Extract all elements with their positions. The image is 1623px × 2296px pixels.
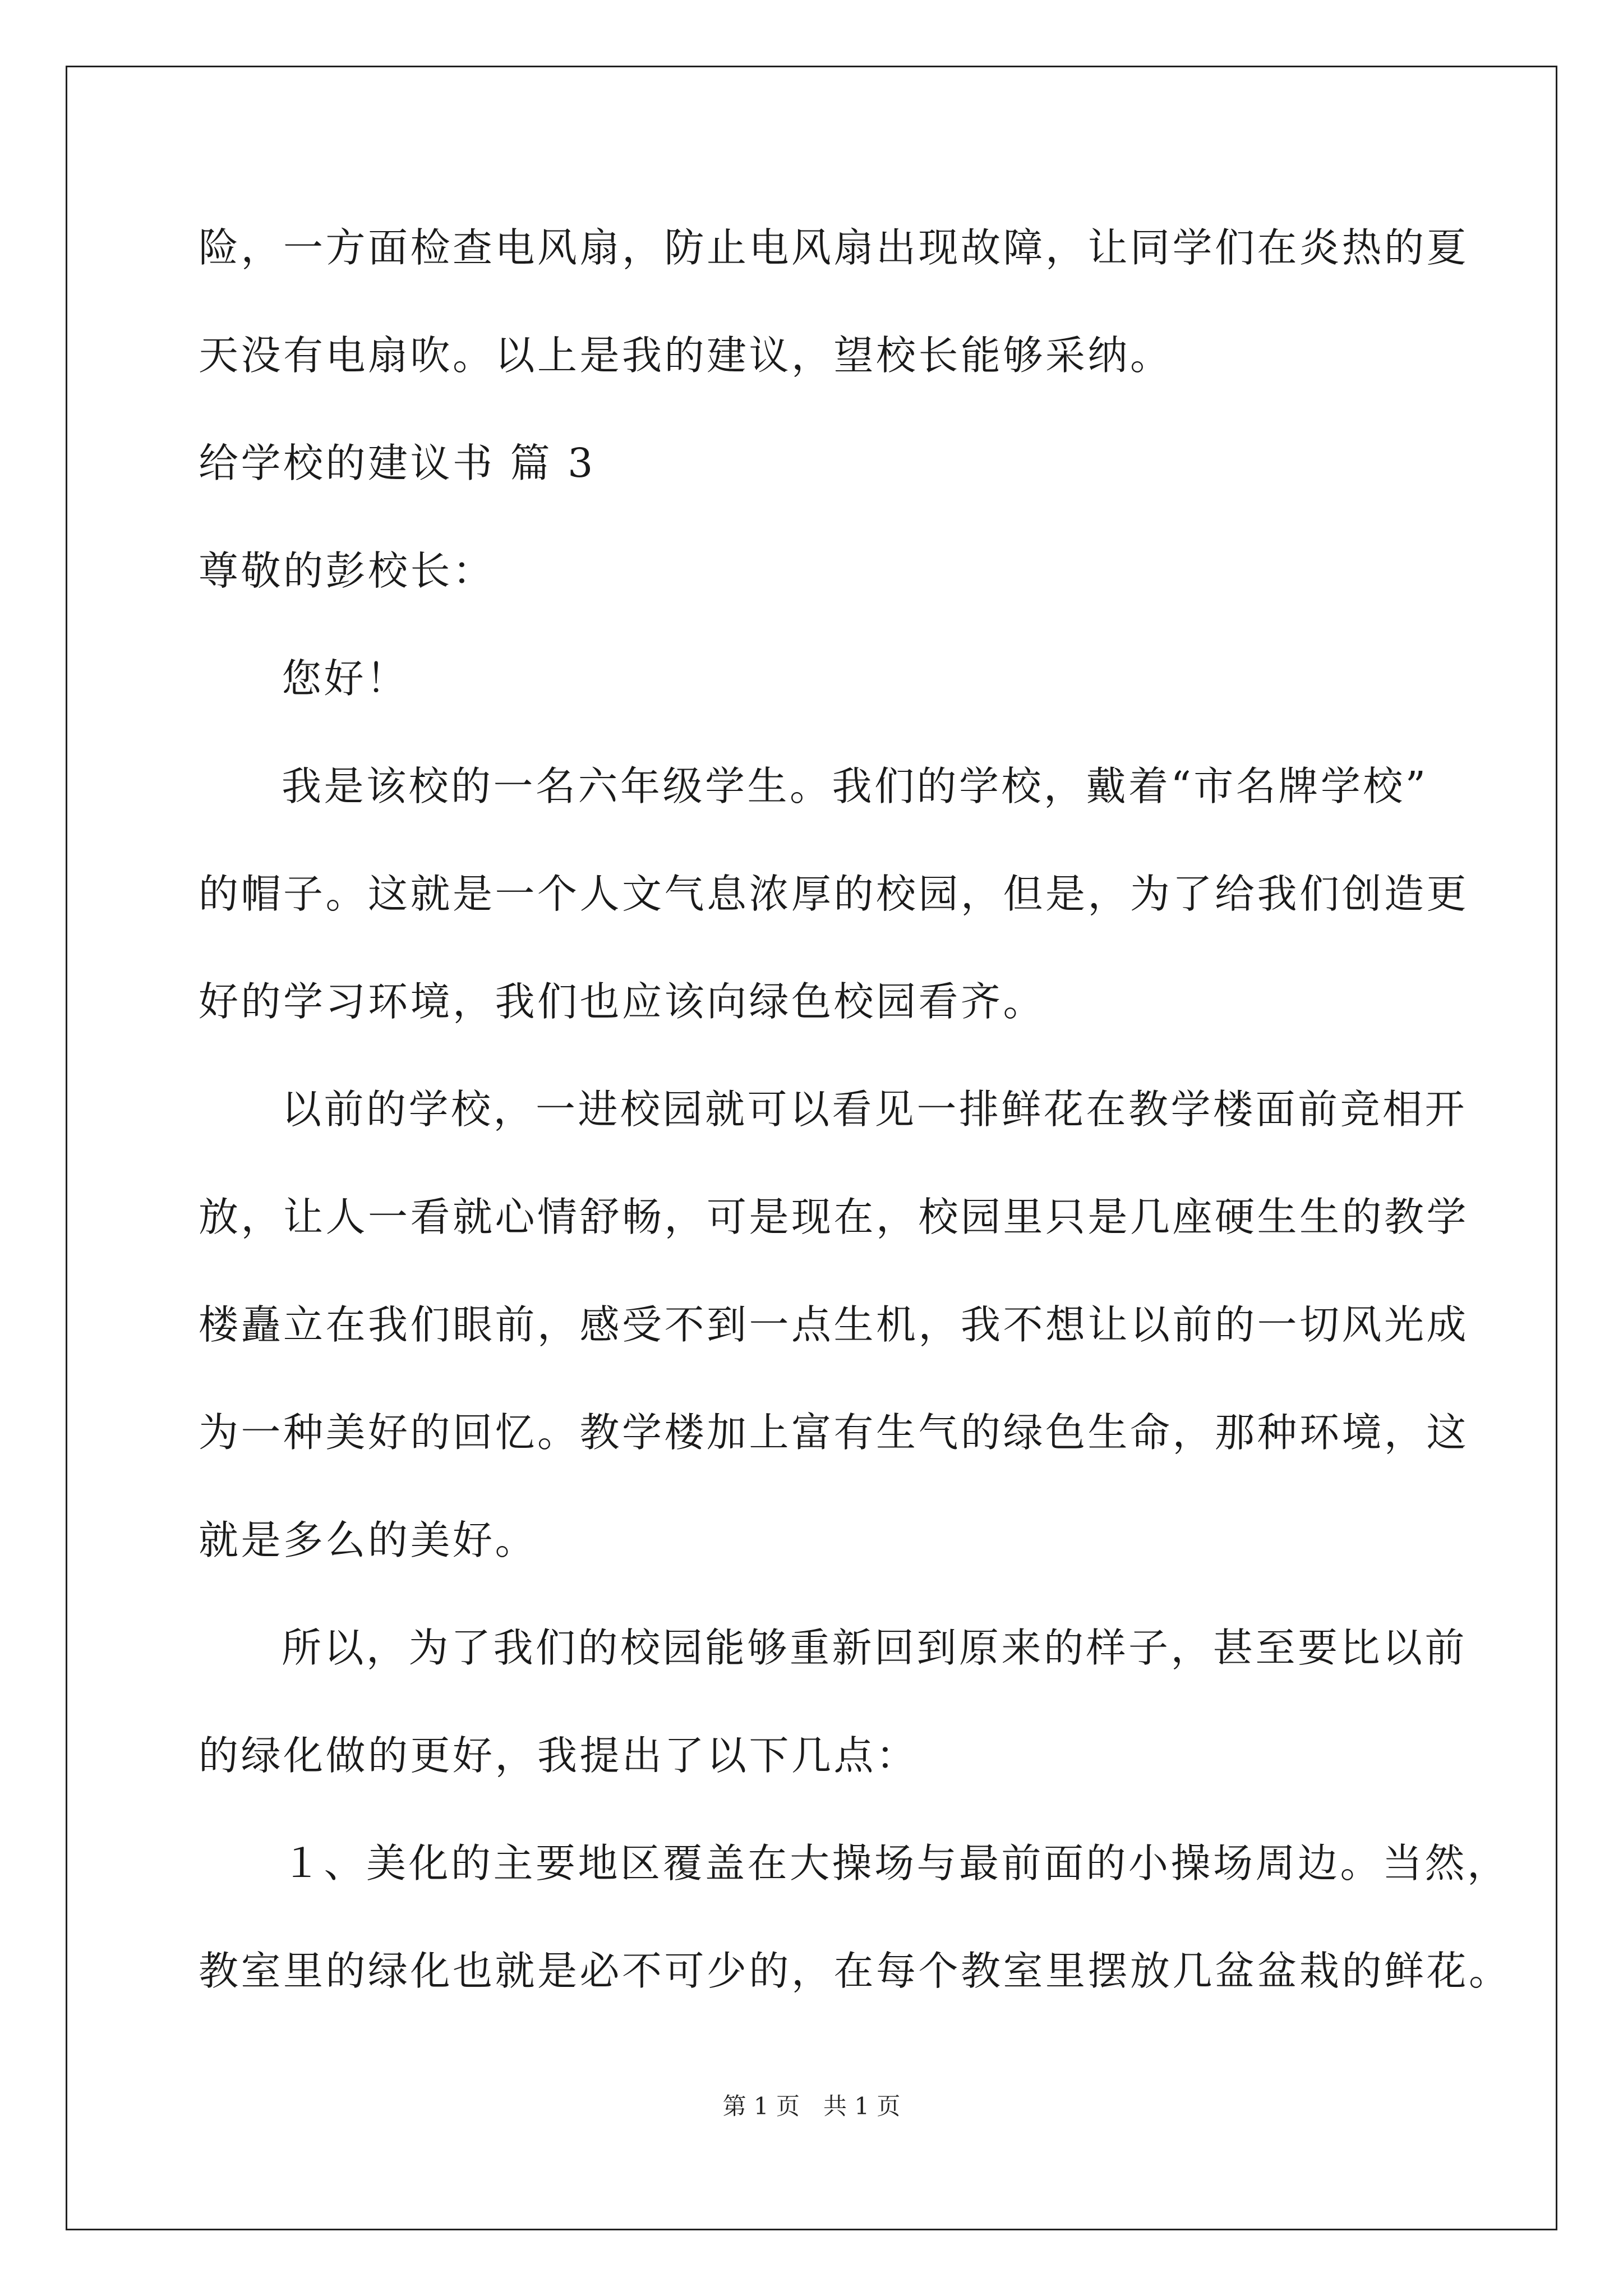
text-line: 以前的学校，一进校园就可以看见一排鲜花在教学楼面前竞相开: [282, 1086, 1468, 1133]
page-number-footer: 第 1 页 共 1 页: [722, 2092, 901, 2120]
text-line: 险，一方面检查电风扇，防止电风扇出现故障，让同学们在炎热的夏: [199, 224, 1469, 271]
text-line: 就是多么的美好。: [199, 1517, 538, 1563]
text-line: 好的学习环境，我们也应该向绿色校园看齐。: [199, 978, 1046, 1025]
text-line: 所以，为了我们的校园能够重新回到原来的样子，甚至要比以前: [282, 1625, 1468, 1671]
text-line: 我是该校的一名六年级学生。我们的学校，戴着“市名牌学校”: [282, 763, 1428, 809]
greeting: 您好！: [282, 655, 409, 702]
text-line: 的绿化做的更好，我提出了以下几点：: [199, 1732, 919, 1779]
text-line: 教室里的绿化也就是必不可少的，在每个教室里摆放几盆盆栽的鲜花。: [199, 1948, 1511, 1994]
text-line: 的帽子。这就是一个人文气息浓厚的校园，但是，为了给我们创造更: [199, 871, 1469, 917]
list-item: １、美化的主要地区覆盖在大操场与最前面的小操场周边。当然，: [282, 1840, 1510, 1887]
salutation: 尊敬的彭校长：: [199, 547, 495, 594]
text-line: 为一种美好的回忆。教学楼加上富有生气的绿色生命，那种环境，这: [199, 1409, 1469, 1456]
page-border: [66, 66, 1557, 2230]
text-line: 天没有电扇吹。以上是我的建议，望校长能够采纳。: [199, 332, 1173, 379]
text-line: 楼矗立在我们眼前，感受不到一点生机，我不想让以前的一切风光成: [199, 1301, 1469, 1348]
section-heading: 给学校的建议书 篇 3: [199, 440, 596, 486]
text-line: 放，让人一看就心情舒畅，可是现在，校园里只是几座硬生生的教学: [199, 1194, 1469, 1240]
